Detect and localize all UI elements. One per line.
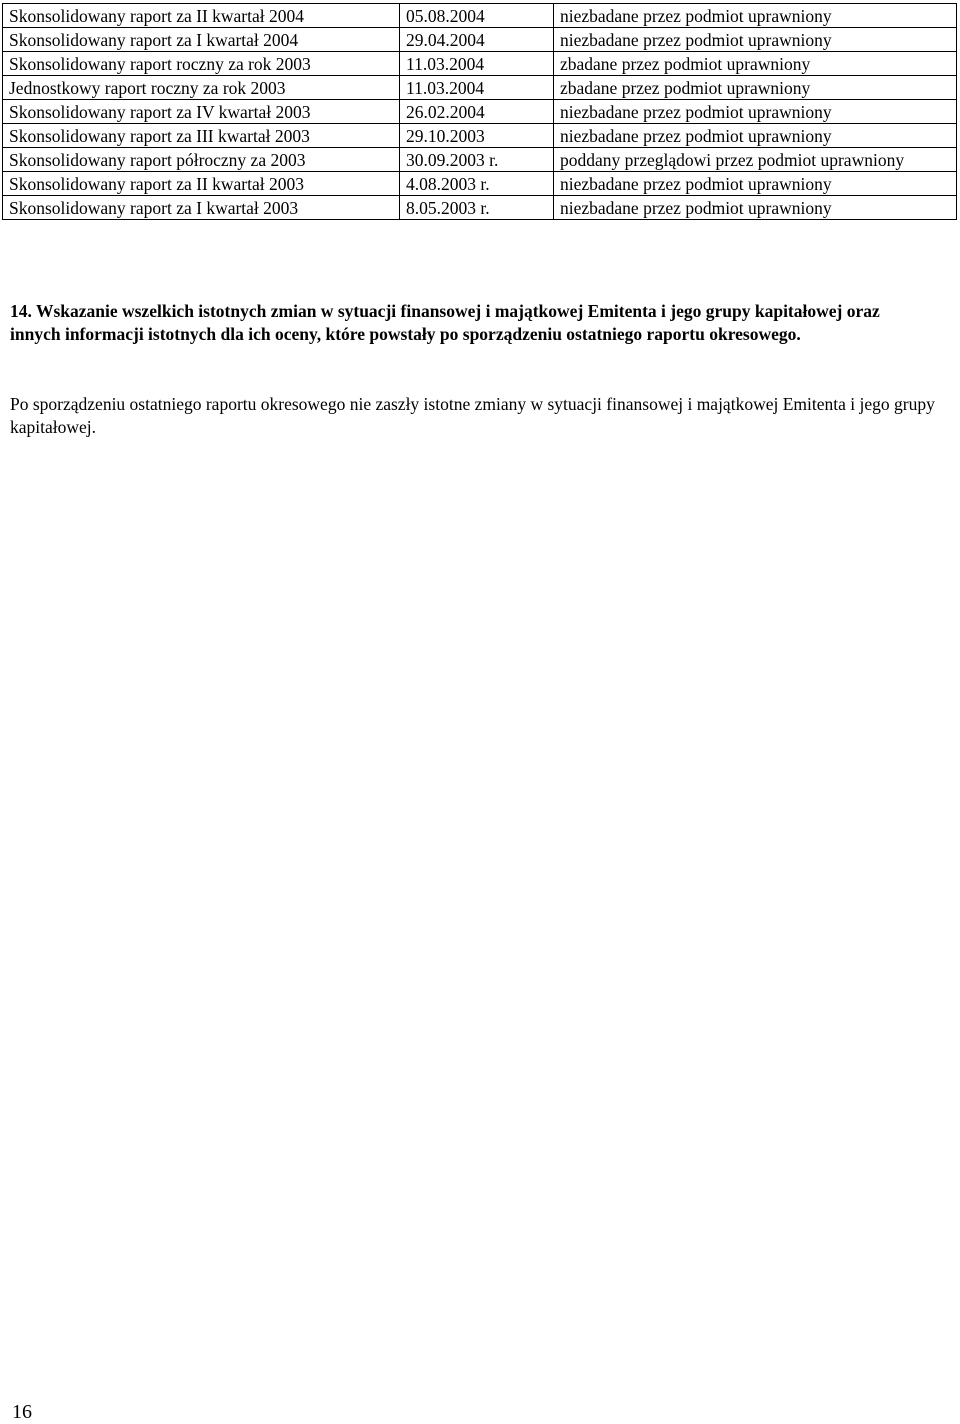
report-name-cell: Skonsolidowany raport za IV kwartał 2003 [3, 100, 400, 124]
report-name-cell: Skonsolidowany raport za I kwartał 2003 [3, 196, 400, 220]
report-status-cell: niezbadane przez podmiot uprawniony [554, 28, 957, 52]
report-status-cell: zbadane przez podmiot uprawniony [554, 52, 957, 76]
section-number: 14. [10, 301, 32, 321]
section-heading-text: Wskazanie wszelkich istotnych zmian w sytuacji finansowej i majątkowej Emitenta i jego grupy kapitałowej oraz innych informacji istotnych dla ich oceny, które powstały po sporządzeniu ostatniego raportu okresowego. [10, 301, 880, 344]
report-date-cell: 11.03.2004 [400, 52, 554, 76]
table-row [3, 172, 957, 196]
section-heading [10, 300, 920, 345]
report-name-cell: Skonsolidowany raport roczny za rok 2003 [3, 52, 400, 76]
report-name-cell: Skonsolidowany raport za II kwartał 2003 [3, 172, 400, 196]
body-paragraph: Po sporządzeniu ostatniego raportu okresowego nie zaszły istotne zmiany w sytuacji finansowej i majątkowej Emitenta i jego grupy kapitałowej. [10, 394, 935, 437]
report-status-cell: niezbadane przez podmiot uprawniony [554, 124, 957, 148]
report-status-cell: niezbadane przez podmiot uprawniony [554, 100, 957, 124]
table-row [3, 52, 957, 76]
report-date-cell: 26.02.2004 [400, 100, 554, 124]
report-name-cell: Jednostkowy raport roczny za rok 2003 [3, 76, 400, 100]
table-row [3, 196, 957, 220]
report-date-cell: 8.05.2003 r. [400, 196, 554, 220]
table-row [3, 4, 957, 28]
report-status-cell: niezbadane przez podmiot uprawniony [554, 172, 957, 196]
report-status-cell: zbadane przez podmiot uprawniony [554, 76, 957, 100]
report-name-cell: Skonsolidowany raport za II kwartał 2004 [3, 4, 400, 28]
table-row [3, 76, 957, 100]
table-row [3, 124, 957, 148]
reports-table [2, 3, 957, 220]
report-date-cell: 05.08.2004 [400, 4, 554, 28]
report-date-cell: 29.10.2003 [400, 124, 554, 148]
page-number: 16 [12, 1401, 32, 1423]
report-status-cell: niezbadane przez podmiot uprawniony [554, 196, 957, 220]
report-date-cell: 29.04.2004 [400, 28, 554, 52]
report-name-cell: Skonsolidowany raport za I kwartał 2004 [3, 28, 400, 52]
report-status-cell: poddany przeglądowi przez podmiot uprawniony [554, 148, 957, 172]
report-date-cell: 11.03.2004 [400, 76, 554, 100]
table-row [3, 100, 957, 124]
report-name-cell: Skonsolidowany raport za III kwartał 2003 [3, 124, 400, 148]
table-row [3, 28, 957, 52]
report-name-cell: Skonsolidowany raport półroczny za 2003 [3, 148, 400, 172]
report-date-cell: 30.09.2003 r. [400, 148, 554, 172]
table-row [3, 148, 957, 172]
report-status-cell: niezbadane przez podmiot uprawniony [554, 4, 957, 28]
report-date-cell: 4.08.2003 r. [400, 172, 554, 196]
